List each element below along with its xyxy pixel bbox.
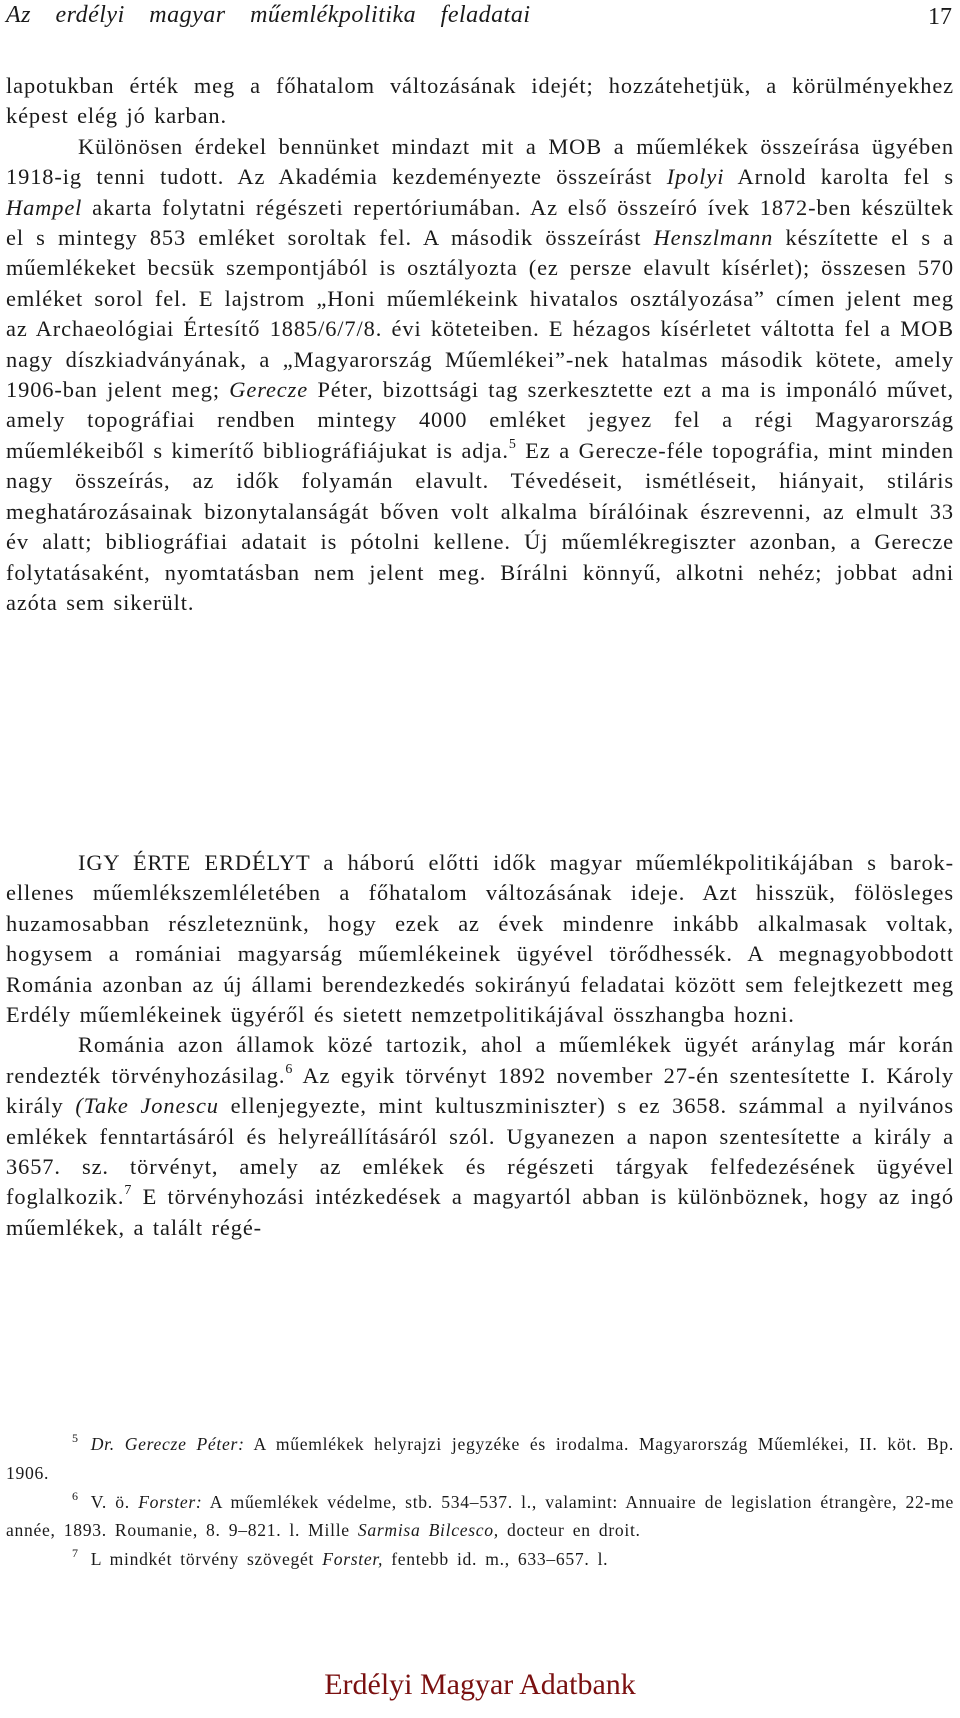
footnote-marker: 5 — [72, 1431, 79, 1445]
watermark-footer: Erdélyi Magyar Adatbank — [324, 1668, 636, 1701]
text-run: Az egyik törvényt 1892 november 27-én szentesítette I. Károly király — [6, 1062, 954, 1119]
footnote — [6, 1430, 954, 1488]
text-run: L mindkét törvény szövegét — [90, 1549, 323, 1570]
italic-span: Gerecze — [229, 377, 309, 403]
paragraph — [6, 132, 954, 619]
text-run: docteur en droit. — [498, 1520, 641, 1541]
footnote-marker: 7 — [124, 1183, 133, 1199]
text-run: IGY ÉRTE ERDÉLYT a háború előtti idők magyar műemlékpolitikájában s barok-ellenes műemlékszemléletében a főhatalom változásának ideje. Azt hisszük, fölösleges huzamosabban részleteznünk, hogy ezek az évek mindenre inkább alkalmasak voltak, hogysem a romániai magyarság műemlékeinek ügyével törődhessék. A megnagyobbodott Románia azonban az új állami berendezkedés sokirányú feladatai között sem felejtkezett meg Erdély műemlékeinek ügyéről és sietett nemzetpolitikájával összhangba hozni. — [6, 850, 954, 1028]
running-title: Az erdélyi magyar műemlékpolitika feladatai — [6, 2, 531, 28]
text-run: Románia azon államok közé tartozik, ahol a műemlékek ügyét aránylag már korán rendezték törvényhozásilag. — [6, 1032, 954, 1088]
text-run: A műemlékek védelme, stb. 534–537. l., valamint: Annuaire de legislation étrangère, 22-me année, 1893. Roumanie, 8. 9–821. l. Mille — [6, 1491, 954, 1541]
body-block-1 — [6, 71, 954, 618]
page-number: 17 — [928, 4, 952, 30]
italic-span: Sarmisa Bilcesco, — [357, 1520, 499, 1541]
running-header — [6, 0, 952, 36]
italic-span: Ipolyi — [666, 164, 725, 190]
text-run: Különösen érdekel bennünket mindazt mit a MOB a műemlékek összeírása ügyében 1918-ig tenni tudott. Az Akadémia kezdeményezte összeírást — [6, 133, 954, 190]
text-run: E törvényhozási intézkedések a magyartól abban is különböznek, hogy az ingó műemlékek, a talált régé- — [6, 1184, 954, 1240]
italic-span: Forster, — [322, 1549, 384, 1570]
text-run: akarta folytatni régészeti repertóriumában. Az első összeíró ívek 1872-ben készültek el s mintegy 853 emléket soroltak fel. A második összeírást — [6, 194, 954, 251]
text-run: V. ö. — [90, 1491, 139, 1512]
text-run: ellenjegyezte, mint kultuszminiszter) s ez 3658. számmal a nyilvános emlékek fenntartásáról és helyreállításáról szól. Ugyanezen a napon szentesítette a király a 3657. sz. törvényt, amely az emlékek és régészeti tárgyak felfedezésének ügyével foglalkozik. — [6, 1093, 954, 1210]
paragraph — [6, 848, 954, 1030]
italic-span: Henszlmann — [653, 225, 774, 251]
text-run: A műemlékek helyrajzi jegyzéke és irodalma. Magyarország Műemlékei, II. köt. Bp. 1906. — [6, 1434, 954, 1483]
text-run: fentebb id. m., 633–657. l. — [383, 1549, 609, 1570]
text-run: lapotukban érték meg a főhatalom változásának idejét; hozzátehetjük, a körülményekhez képest elég jó karban. — [6, 73, 954, 129]
paragraph — [6, 71, 954, 132]
footnotes — [6, 1430, 954, 1574]
text-run: készítette el s a műemlékeket becsük szempontjából is osztályozta (ez persze elavult kísérlet); összesen 570 emléket sorol fel. E lajstrom „Honi műemlékeink hivatalos osztályozása” címen jelent meg az Archaeológiai Értesítő 1885/6/7/8. évi köteteiben. E hézagos kísérletet váltotta fel a MOB nagy díszkiadványának, a „Magyarország Műemlékei”-nek hatalmas második kötete, amely 1906-ban jelent meg; — [6, 225, 954, 403]
footnote — [6, 1488, 954, 1546]
paragraph — [6, 1030, 954, 1243]
text-run: Ez a Gerecze-féle topográfia, mint minden nagy összeírás, az idők folyamán elavult. Tévedéseit, ismétléseit, hiányait, stiláris meghatározásainak bizonytalanságát bőven volt alkalma bírálóinak észrevenni, az elmult 33 év alatt; bibliográfiai adatait is pótolni kellene. Új műemlékregiszter azonban, a Gerecze folytatásaként, nyomtatásban nem jelent meg. Bírálni könnyű, alkotni nehéz; jobbat adni azóta sem sikerült. — [6, 437, 954, 615]
footnote — [6, 1545, 954, 1574]
italic-span: (Take Jonescu — [75, 1093, 219, 1119]
text-run: Arnold karolta fel s — [724, 164, 954, 190]
italic-span: Hampel — [6, 194, 83, 220]
footnote-marker: 6 — [285, 1061, 294, 1077]
footnote-marker: 5 — [508, 436, 517, 452]
footnote-marker: 7 — [72, 1546, 79, 1561]
italic-span: Dr. Gerecze Péter: — [90, 1434, 245, 1454]
body-block-2 — [6, 848, 954, 1243]
italic-span: Forster: — [138, 1491, 203, 1512]
text-run: Péter, bizottsági tag szerkesztette ezt a ma is imponáló művet, amely topográfiai rendben mintegy 4000 emléket jegyez fel a régi Magyarország műemlékeiből s kimerítő bibliográfiájukat is adja. — [6, 377, 955, 463]
footnote-marker: 6 — [72, 1488, 79, 1503]
